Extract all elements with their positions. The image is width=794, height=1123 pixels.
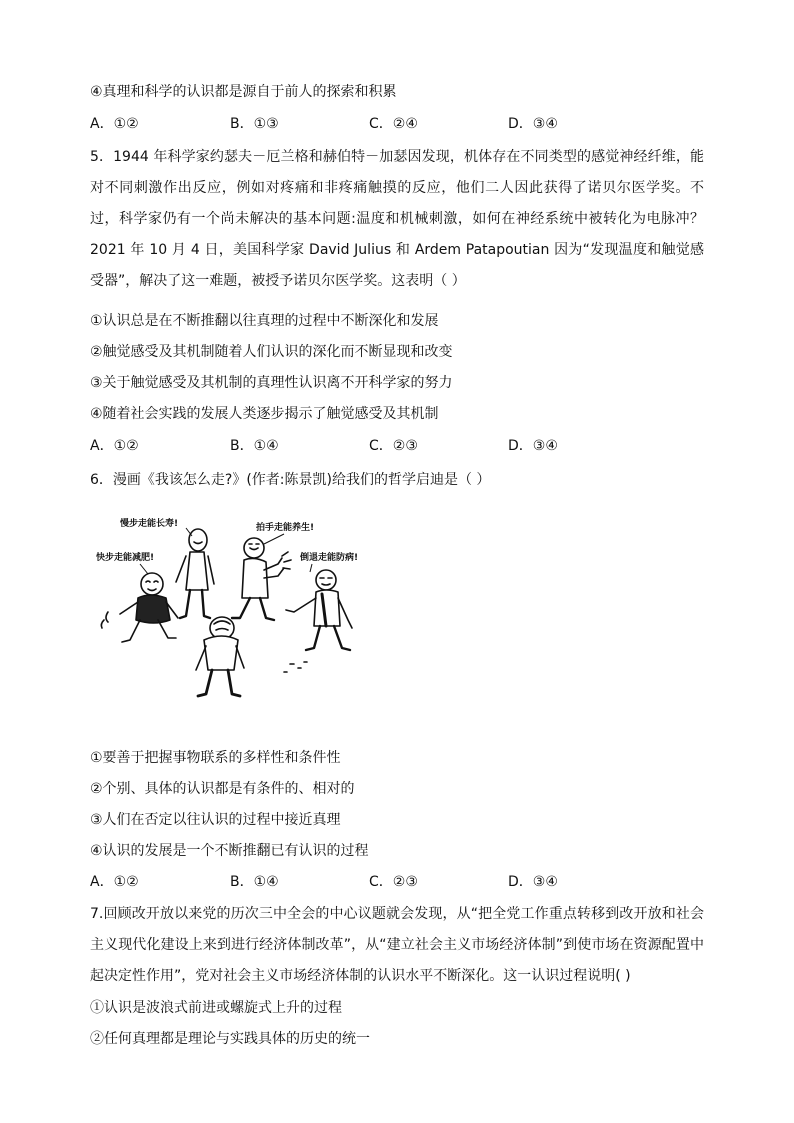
- q6-choice-b[interactable]: B．①④: [230, 874, 279, 890]
- q6-statement-2: ②个别、具体的认识都是有条件的、相对的: [90, 781, 355, 797]
- q7-statement-2: ②任何真理都是理论与实践具体的历史的统一: [90, 1031, 370, 1047]
- q5-statement-1: ①认识总是在不断推翻以往真理的过程中不断深化和发展: [90, 313, 439, 329]
- speech-backward-walk: 倒退走能防病!: [300, 553, 359, 563]
- q4-choice-b[interactable]: B．①③: [230, 116, 279, 132]
- q6-choice-d[interactable]: D．③④: [508, 874, 558, 890]
- q6-choice-c[interactable]: C．②③: [369, 874, 418, 890]
- q7-stem: 7.回顾改开放以来党的历次三中全会的中心议题就会发现，从“把全党工作重点转移到改开放和社会主义现代化建设上来到进行经济体制改革”，从“建立社会主义市场经济体制”到使市场在资源配置中起决定性作用”，党对社会主义市场经济体制的认识水平不断深化。这一认识过程说明( ): [90, 906, 704, 984]
- q7-statement-1: ①认识是波浪式前进或螺旋式上升的过程: [90, 1000, 342, 1016]
- q5-statement-3: ③关于触觉感受及其机制的真理性认识离不开科学家的努力: [90, 375, 453, 391]
- speech-clap-walk: 拍手走能养生!: [256, 523, 315, 533]
- q4-choice-a[interactable]: A．①②: [90, 116, 139, 132]
- q6-statement-4: ④认识的发展是一个不断推翻已有认识的过程: [90, 843, 369, 859]
- q6-statement-3: ③人们在否定以往认识的过程中接近真理: [90, 812, 341, 828]
- q6-choice-a[interactable]: A．①②: [90, 874, 139, 890]
- q5-choice-d[interactable]: D．③④: [508, 438, 558, 454]
- q4-answer-choices: [90, 114, 710, 134]
- walking-cartoon-illustration: [94, 512, 374, 704]
- q5-statement-2: ②触觉感受及其机制随着人们认识的深化而不断显现和改变: [90, 344, 453, 360]
- q6-statement-1: ①要善于把握事物联系的多样性和条件性: [90, 750, 341, 766]
- q5-answer-choices: [90, 436, 710, 456]
- q5-stem: 5．1944 年科学家约瑟夫－厄兰格和赫伯特－加瑟因发现，机体存在不同类型的感觉神经纤维，能对不同刺激作出反应，例如对疼痛和非疼痛触摸的反应，他们二人因此获得了诺贝尔医学奖。不过，科学家仍有一个尚未解决的基本问题:温度和机械刺激，如何在神经系统中被转化为电脉冲？2021 年 10 月 4 日，美国科学家 David Julius 和 Ardem Patapoutian 因为“发现温度和触觉感受器”，解决了这一难题，被授予诺贝尔医学奖。这表明（ ）: [90, 149, 704, 289]
- fast-walker-figure: [101, 573, 178, 642]
- q4-choice-d[interactable]: D．③④: [508, 116, 558, 132]
- q6-answer-choices: [90, 872, 710, 892]
- backward-walker-figure: [286, 570, 352, 650]
- clapping-walker-figure: [232, 538, 291, 620]
- q5-choice-b[interactable]: B．①④: [230, 438, 279, 454]
- q6-stem: 6．漫画《我该怎么走?》(作者:陈景凯)给我们的哲学启迪是（ ）: [90, 472, 491, 488]
- q5-choice-c[interactable]: C．②③: [369, 438, 418, 454]
- q5-statement-4: ④随着社会实践的发展人类逐步揭示了触觉感受及其机制: [90, 406, 439, 422]
- slow-walker-figure: [176, 529, 214, 618]
- speech-fast-walk: 快步走能减肥!: [96, 553, 155, 563]
- q4-choice-c[interactable]: C．②④: [369, 116, 418, 132]
- speech-slow-walk: 慢步走能长寿!: [120, 519, 179, 529]
- confused-walker-figure: [196, 617, 307, 696]
- q5-choice-a[interactable]: A．①②: [90, 438, 139, 454]
- q4-statement-4: ④真理和科学的认识都是源自于前人的探索和积累: [90, 84, 397, 100]
